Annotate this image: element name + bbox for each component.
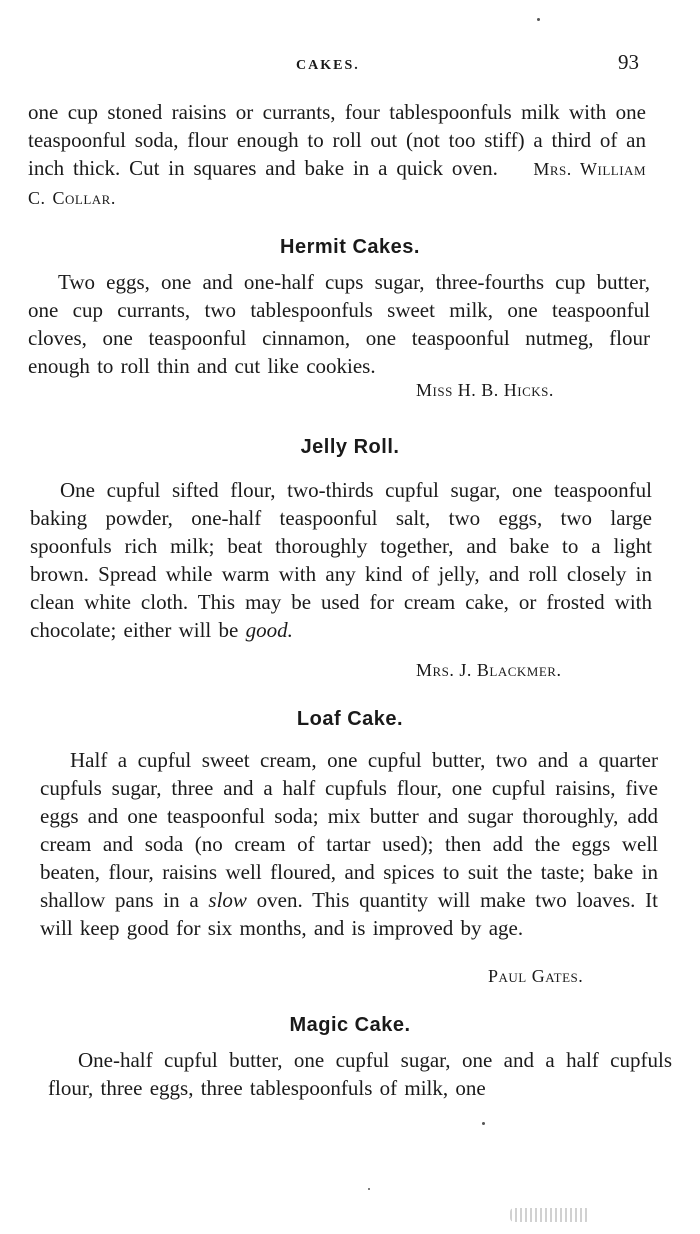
- recipe-text-magic-cake: One-half cupful butter, one cupful sugar, one and a half cupfuls flour, three eggs, three tablespoonfuls of milk, one: [48, 1048, 672, 1100]
- recipe-text-hermit-cakes: Two eggs, one and one-half cups sugar, three-fourths cup butter, one cup currants, two tablespoonfuls sweet milk, one teaspoonful cloves, one teaspoonful cinnamon, one teaspoonful nutmeg, flour enough to roll thin and cut like cookies.: [28, 270, 650, 378]
- recipe-title-hermit-cakes: Hermit Cakes.: [280, 236, 420, 258]
- recipe-text-jelly-roll-emphasis: good.: [245, 618, 293, 642]
- scan-speck: [368, 1188, 370, 1190]
- recipe-title-jelly-roll: Jelly Roll.: [300, 436, 400, 458]
- recipe-signature-hermit-cakes: Miss H. B. Hicks.: [416, 380, 554, 400]
- continuation-signature: Mrs. William C. Collar.: [28, 159, 647, 208]
- page-number: 93: [618, 50, 639, 74]
- recipe-signature-jelly-roll: Mrs. J. Blackmer.: [416, 660, 562, 680]
- running-head: [0, 50, 700, 80]
- running-title: CAKES.: [296, 58, 360, 73]
- recipe-text-jelly-roll: [30, 476, 652, 644]
- scan-smudge: [510, 1208, 590, 1222]
- scan-speck: [482, 1122, 485, 1125]
- scan-speck: [537, 18, 540, 21]
- recipe-text-loaf-cake-emphasis: slow: [208, 888, 247, 912]
- recipe-title-magic-cake: Magic Cake.: [289, 1014, 411, 1036]
- continuation-text: one cup stoned raisins or currants, four tablespoonfuls milk with one teaspoonful soda, flour enough to roll out (not too stiff) a third of an inch thick. Cut in squares and bake in a quick oven.: [28, 100, 646, 180]
- recipe-text-loaf-cake: [40, 746, 658, 942]
- recipe-text-jelly-roll-body: One cupful sifted flour, two-thirds cupful sugar, one teaspoonful baking powder, one-half teaspoonful salt, two eggs, two large spoonfuls rich milk; beat thoroughly together, and bake to a light brown. Spread while warm with any kind of jelly, and roll closely in clean white cloth. This may be used for cream cake, or frosted with chocolate; either will be: [30, 478, 652, 642]
- continuation-paragraph: [28, 98, 646, 212]
- recipe-signature-loaf-cake: Paul Gates.: [488, 966, 584, 986]
- recipe-text-loaf-cake-body: Half a cupful sweet cream, one cupful butter, two and a quarter cupfuls sugar, three and a half cupfuls flour, one cupful raisins, five eggs and one teaspoonful soda; mix butter and sugar thoroughly, add cream and soda (no cream of tartar used); then add the eggs well beaten, flour, raisins well floured, and spices to suit the taste; bake in shallow pans in a: [40, 748, 658, 912]
- recipe-text-loaf-cake-tail: oven. This quantity will make two loaves. It will keep good for six months, and is improved by age.: [40, 888, 658, 940]
- recipe-title-loaf-cake: Loaf Cake.: [296, 708, 404, 730]
